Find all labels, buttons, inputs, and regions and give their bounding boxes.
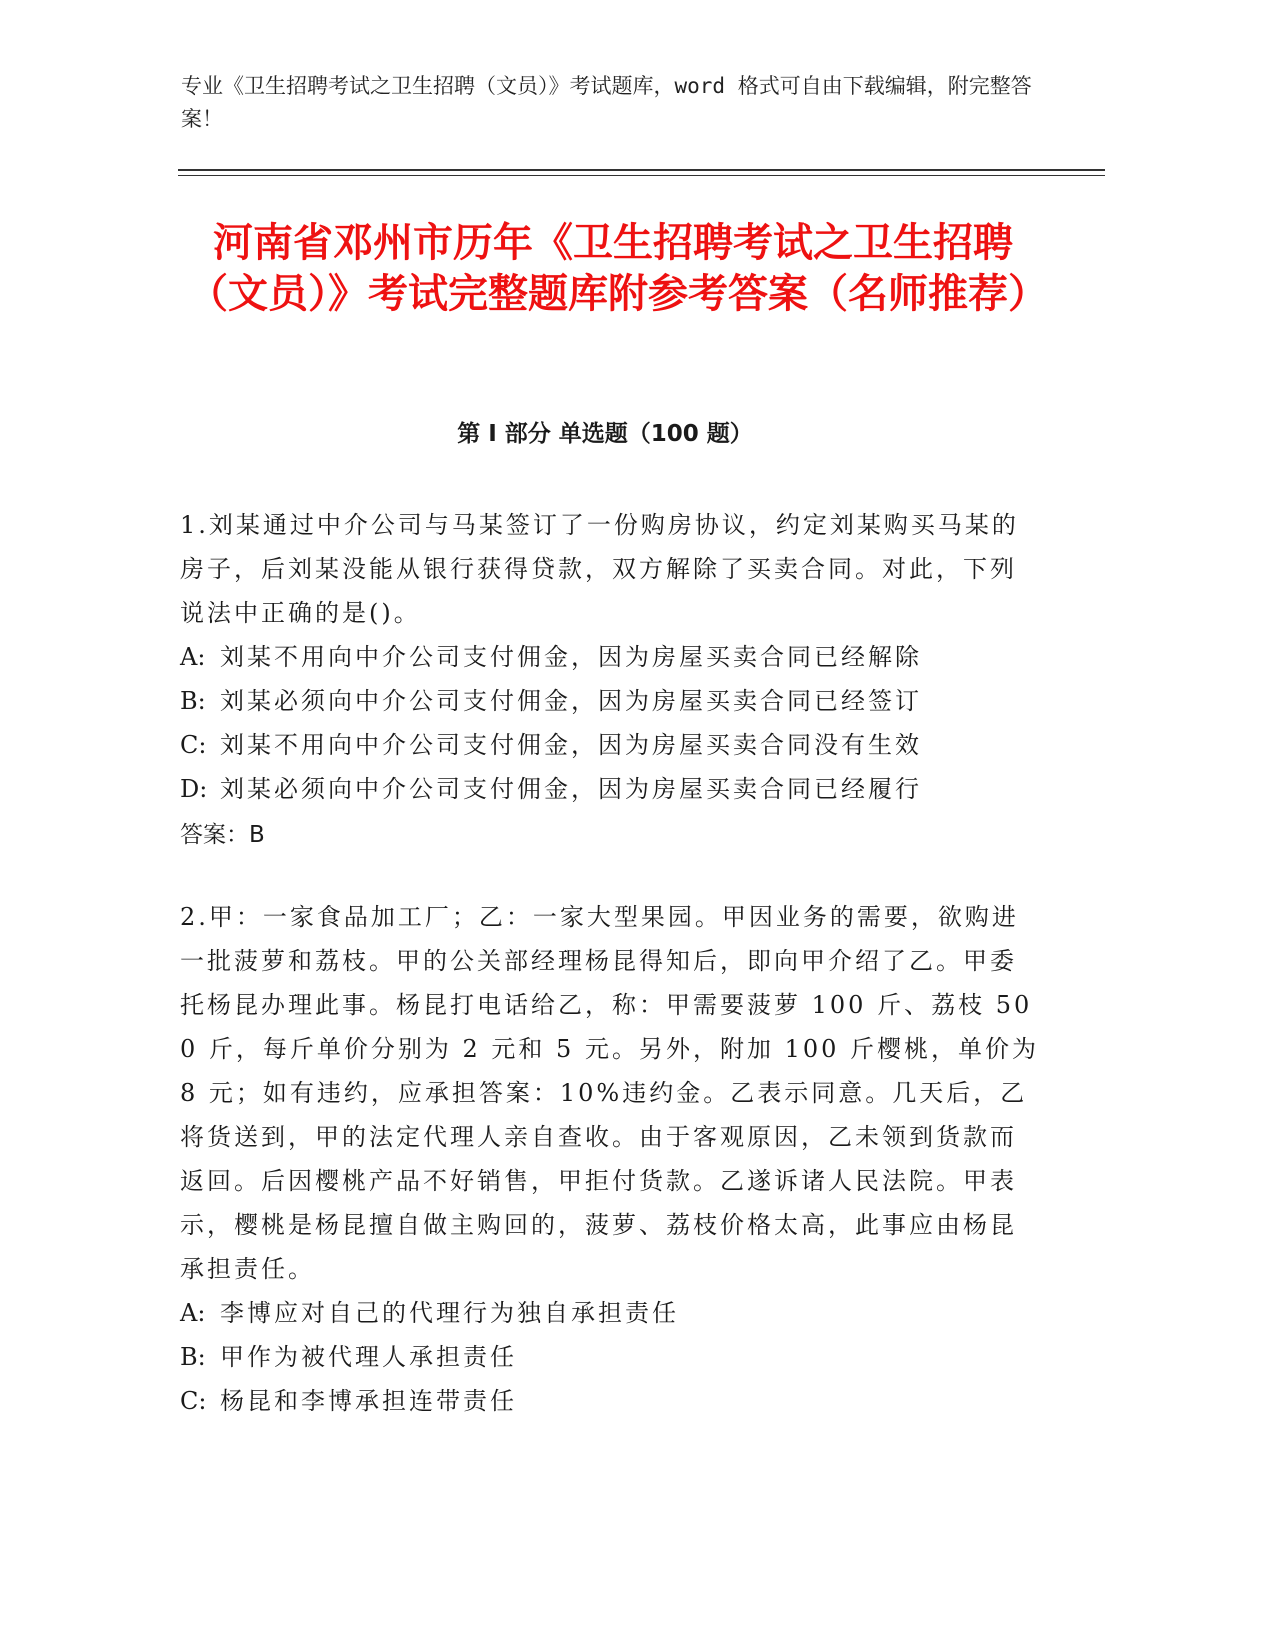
option-text: 李博应对自己的代理行为独自承担责任	[220, 1299, 679, 1327]
section-title: 第 I 部分 单选题（100 题）	[457, 421, 753, 447]
header-divider	[178, 169, 1105, 171]
header-divider-thin	[178, 175, 1105, 176]
option-key: C:	[180, 731, 207, 759]
answer: 答案：B	[180, 822, 265, 848]
option-key: B:	[180, 1343, 206, 1371]
option-text: 甲作为被代理人承担责任	[220, 1343, 517, 1371]
option-b	[180, 679, 1040, 723]
option-key: B:	[180, 687, 206, 715]
option-text: 刘某必须向中介公司支付佣金，因为房屋买卖合同已经履行	[220, 775, 922, 803]
option-a	[180, 1291, 1040, 1335]
option-c	[180, 723, 1040, 767]
question-2	[180, 895, 1040, 1423]
option-key: D:	[180, 775, 208, 803]
header-note: 专业《卫生招聘考试之卫生招聘（文员）》考试题库，word 格式可自由下载编辑，附完整答案！	[181, 74, 1032, 131]
option-text: 刘某必须向中介公司支付佣金，因为房屋买卖合同已经签订	[220, 687, 922, 715]
option-key: A:	[180, 1299, 206, 1327]
option-text: 刘某不用向中介公司支付佣金，因为房屋买卖合同已经解除	[220, 643, 922, 671]
question-stem: 1.刘某通过中介公司与马某签订了一份购房协议，约定刘某购买马某的房子，后刘某没能从银行获得贷款，双方解除了买卖合同。对此，下列说法中正确的是()。	[180, 511, 1019, 627]
question-stem: 2.甲：一家食品加工厂；乙：一家大型果园。甲因业务的需要，欲购进一批菠萝和荔枝。甲的公关部经理杨昆得知后，即向甲介绍了乙。甲委托杨昆办理此事。杨昆打电话给乙，称：甲需要菠萝 100 斤、荔枝 500 斤，每斤单价分别为 2 元和 5 元。另外，附加 100 斤樱桃，单价为 8 元；如有违约，应承担答案：10%违约金。乙表示同意。几天后，乙将货送到，甲的法定代理人亲自查收。由于客观原因，乙未领到货款而返回。后因樱桃产品不好销售，甲拒付货款。乙遂诉诸人民法院。甲表示，樱桃是杨昆擅自做主购回的，菠萝、荔枝价格太高，此事应由杨昆承担责任。	[180, 903, 1040, 1283]
option-d	[180, 767, 1040, 811]
document-title: 河南省邓州市历年《卫生招聘考试之卫生招聘（文员）》考试完整题库附参考答案（名师推荐）	[188, 220, 1048, 317]
option-a	[180, 635, 1040, 679]
option-text: 刘某不用向中介公司支付佣金，因为房屋买卖合同没有生效	[220, 731, 922, 759]
option-b	[180, 1335, 1040, 1379]
option-text: 杨昆和李博承担连带责任	[220, 1387, 517, 1415]
option-key: C:	[180, 1387, 207, 1415]
option-key: A:	[180, 643, 206, 671]
question-1	[180, 503, 1040, 857]
option-c	[180, 1379, 1040, 1423]
